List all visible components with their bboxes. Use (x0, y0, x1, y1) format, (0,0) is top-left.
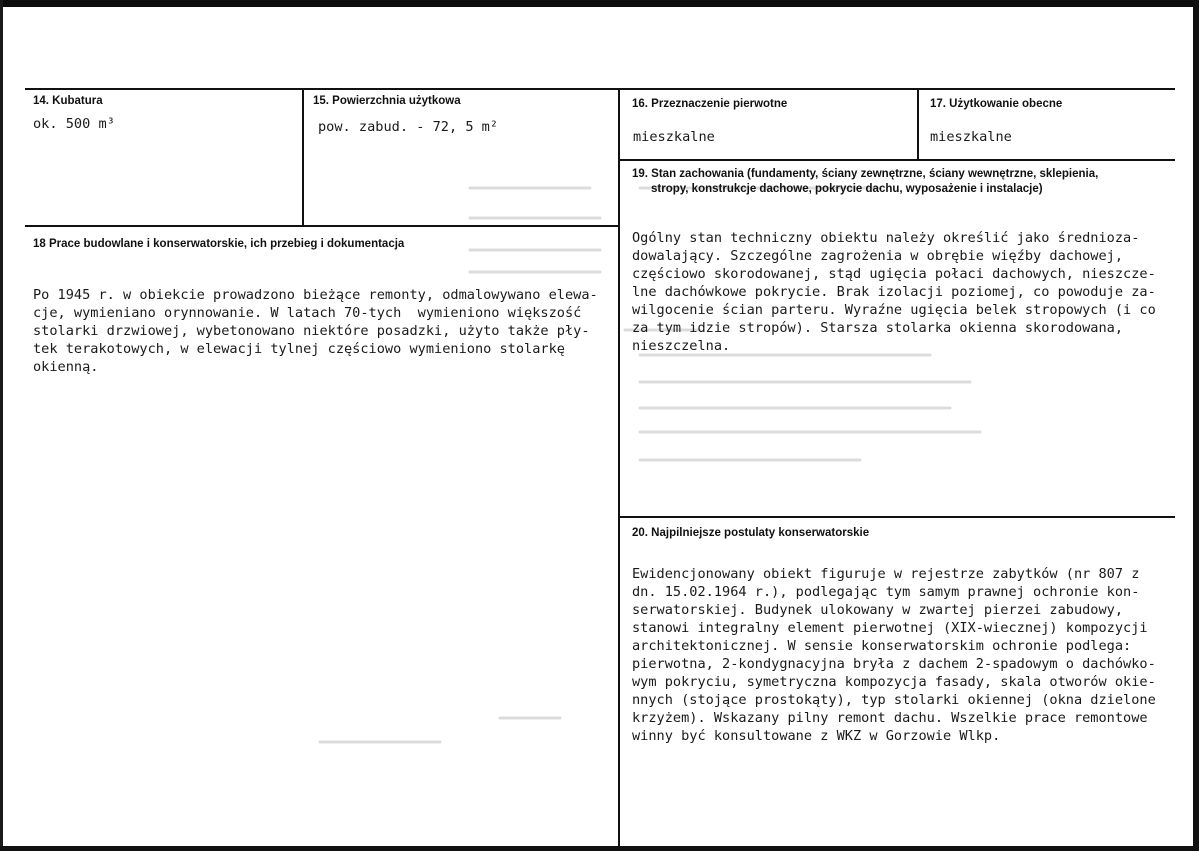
section-19-line: Ogólny stan techniczny obiektu należy określić jako średnioza- (632, 230, 1140, 246)
section-18-line: okienną. (33, 359, 99, 375)
section-18-line: tek terakotowych, w elewacji tylnej częściowo wymieniono stolarkę (33, 341, 565, 357)
section-18-label: 18 Prace budowlane i konserwatorskie, ich przebieg i dokumentacja (33, 238, 405, 250)
section-20-line: wym pokryciu, symetryczna kompozycja fasady, skala otworów okie- (632, 674, 1156, 690)
section-18-line: cje, wymieniano orynnowanie. W latach 70-tych wymieniono większość (33, 305, 582, 321)
section-20-label: 20. Najpilniejsze postulaty konserwatorskie (632, 527, 870, 539)
section-19-text (632, 211, 1156, 355)
section-20-line: Ewidencjonowany obiekt figuruje w rejestrze zabytków (nr 807 z (632, 566, 1140, 582)
section-20-line: winny być konsultowane z WKZ w Gorzowie Wlkp. (632, 728, 1001, 744)
section-20-line: pierwotna, 2-kondygnacyjna bryła z dachem 2-spadowym o dachówko- (632, 656, 1156, 672)
section-17-label: 17. Użytkowanie obecne (930, 98, 1063, 110)
rule-v-center (618, 88, 620, 848)
section-16-label: 16. Przeznaczenie pierwotne (632, 98, 788, 110)
section-15-label: 15. Powierzchnia użytkowa (313, 95, 461, 107)
section-20-line: nnych (stojące prostokąty), typ stolarki okiennej (okna dzielone (632, 692, 1156, 708)
section-18-line: Po 1945 r. w obiekcie prowadzono bieżące remonty, odmalowywano elewa- (33, 287, 598, 303)
section-19-line: nieszczelna. (632, 338, 731, 354)
section-19-line: wilgocenie ścian parteru. Wyraźne ugięcia belek stropowych (i co (632, 302, 1156, 318)
section-20-line: stanowi integralny element pierwotnej (XIX-wiecznej) kompozycji (632, 620, 1148, 636)
section-20-line: architektonicznej. W sensie konserwatorskim ochronie podlega: (632, 638, 1132, 654)
rule-mid-left (25, 225, 620, 227)
section-14-value: ok. 500 m³ (33, 116, 115, 132)
section-20-text (632, 547, 1156, 745)
section-18-text (33, 268, 598, 376)
section-20-line: serwatorskiej. Budynek ulokowany w zwartej pierzei zabudowy, (632, 602, 1124, 618)
section-19-line: za tym idzie stropów). Starsza stolarka okienna skorodowana, (632, 320, 1124, 336)
section-19-line: lne dachówkowe pokrycie. Brak izolacji poziomej, co powoduje za- (632, 284, 1156, 300)
rule-v-15 (302, 88, 304, 226)
section-16-value: mieszkalne (633, 129, 715, 145)
section-19-line: częściowo skorodowanej, stąd ugięcia połaci dachowych, nieszcze- (632, 266, 1156, 282)
rule-top (25, 88, 1175, 90)
section-15-value: pow. zabud. - 72, 5 m² (318, 119, 499, 135)
section-17-value: mieszkalne (930, 129, 1012, 145)
rule-v-17 (917, 88, 919, 160)
rule-19-top (620, 159, 1175, 161)
section-20-line: dn. 15.02.1964 r.), podlegając tym samym prawnej ochronie kon- (632, 584, 1140, 600)
section-18-line: stolarki drzwiowej, wybetonowano niektóre posadzki, użyto także pły- (33, 323, 590, 339)
section-14-label: 14. Kubatura (33, 95, 103, 107)
section-19-label: 19. Stan zachowania (fundamenty, ściany zewnętrzne, ściany wewnętrzne, sklepienia, (632, 168, 1099, 180)
section-19-line: dowalający. Szczególne zagrożenia w obrębie więźby dachowej, (632, 248, 1124, 264)
section-20-line: krzyżem). Wskazany pilny remont dachu. Wszelkie prace remontowe (632, 710, 1148, 726)
rule-20-top (620, 516, 1175, 518)
section-19-label-cont: stropy, konstrukcje dachowe, pokrycie dachu, wyposażenie i instalacje) (651, 183, 1043, 195)
